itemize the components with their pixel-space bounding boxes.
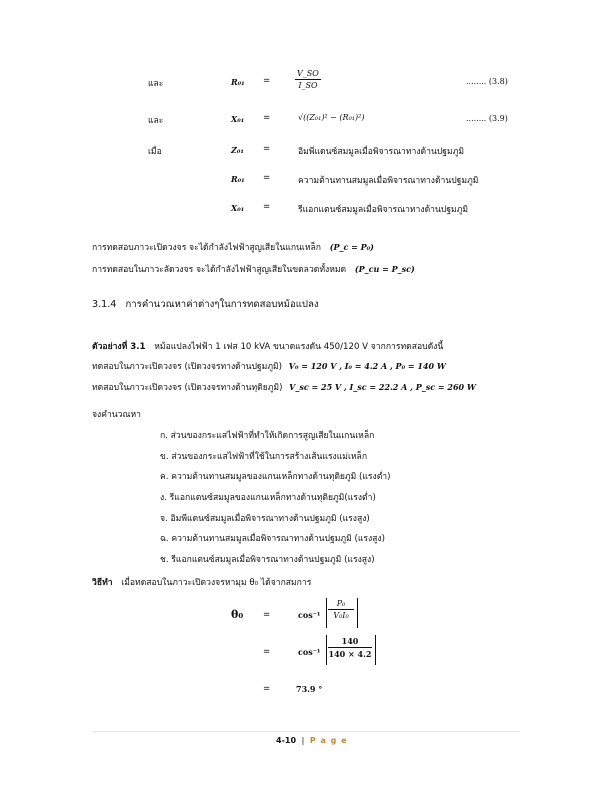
eq38-numerator: V_SO (297, 69, 319, 78)
task-item: ฉ. ความต้านทานสมมูลเมื่อพิจารณาทางด้านปฐมภูมิ (แรงสูง) (160, 534, 385, 544)
def-x01-text: รีแอกแตนซ์สมมูลเมื่อพิจารณาทางด้านปฐมภูมิ (298, 205, 469, 215)
note-open-circuit-formula: (P_c = P₀) (329, 242, 374, 252)
eq38-denominator: I_SO (298, 81, 318, 90)
page-separator: | (301, 736, 305, 745)
task-item: ง. รีแอกแตนซ์สมมูลของแกนเหล็กทางด้านทุติยภูมิ(แรงต่ำ) (160, 493, 376, 503)
solution-theta-lhs: θ₀ (231, 608, 244, 621)
eq38-fraction (295, 69, 321, 90)
task-item: ช. รีแอกแตนซ์สมมูลเมื่อพิจารณาทางด้านปฐมภูมิ (แรงสูง) (160, 555, 375, 565)
def-r01-equals: = (263, 173, 271, 183)
solution-step1-denominator: V₀I₀ (333, 611, 349, 620)
solution-step2-denominator: 140 × 4.2 (328, 649, 372, 659)
solution-cos-2: cos⁻¹ (298, 647, 321, 657)
note-short-circuit (92, 262, 415, 276)
example-line-3-text: ทดสอบในภาวะเปิดวงจร (เปิดวงจรทางด้านทุติยภูมิ) (92, 383, 283, 393)
def-r01-symbol: R₀₁ (231, 174, 245, 184)
eq39-lhs: X₀₁ (231, 114, 245, 124)
def-z01-text: อิมพีแดนซ์สมมูลเมื่อพิจารณาทางด้านปฐมภูมิ (298, 147, 465, 157)
example-line-1 (92, 339, 443, 353)
example-label: ตัวอย่างที่ 3.1 (92, 342, 146, 352)
solution-step1-fraction (328, 599, 354, 620)
def-x01-symbol: X₀₁ (231, 203, 245, 213)
task-item: จ. อิมพีแดนซ์สมมูลเมื่อพิจารณาทางด้านปฐมภูมิ (แรงสูง) (160, 514, 370, 524)
solution-step2-numerator: 140 (328, 636, 372, 648)
eq39-equals: = (263, 113, 271, 123)
section-heading (92, 297, 319, 312)
example-line-2 (92, 359, 446, 373)
def-z01-equals: = (263, 144, 271, 154)
example-line-3 (92, 380, 476, 394)
eq38-number: ........ (3.8) (466, 77, 508, 86)
solution-intro (92, 575, 311, 589)
solution-result: 73.9 ° (296, 684, 323, 694)
example-line-1-text: หม้อแปลงไฟฟ้า 1 เฟส 10 kVA ขนาดแรงดัน 450/120 V จากการทดสอบดังนี้ (154, 342, 444, 352)
section-title: การคำนวณหาค่าต่างๆในการทดสอบหม้อแปลง (125, 299, 319, 310)
task-item: ค. ความต้านทานสมมูลของแกนเหล็กทางด้านทุติยภูมิ (แรงต่ำ) (160, 472, 391, 482)
eq38-equals: = (263, 76, 271, 86)
def-x01-equals: = (263, 202, 271, 212)
task-item: ก. ส่วนของกระแสไฟฟ้าที่ทำให้เกิดการสูญเสียในแกนเหล็ก (160, 431, 375, 441)
solution-equals-2: = (263, 647, 271, 657)
solution-intro-text: เมื่อทดสอบในภาวะเปิดวงจรหามุม θ₀ ได้จากสมการ (121, 578, 312, 588)
page-word: P a g e (309, 736, 348, 745)
eq38-lhs: R₀₁ (231, 77, 245, 87)
note-open-circuit (92, 240, 374, 254)
example-line-2-values: V₀ = 120 V , I₀ = 4.2 A , P₀ = 140 W (288, 361, 446, 371)
page-footer (276, 736, 348, 745)
solution-label: วิธีทำ (92, 578, 113, 588)
def-z01-symbol: Z₀₁ (231, 145, 244, 155)
example-line-2-text: ทดสอบในภาวะเปิดวงจร (เปิดวงจรทางด้านปฐมภูมิ) (92, 362, 282, 372)
solution-equals-1: = (263, 610, 271, 620)
solution-step1-numerator: P₀ (328, 599, 354, 610)
note-open-circuit-text: การทดสอบภาวะเปิดวงจร จะได้กำลังไฟฟ้าสูญเสียในแกนเหล็ก (92, 243, 321, 253)
eq39-number: ........ (3.9) (466, 114, 508, 123)
eq39-lead: และ (148, 116, 164, 126)
def-r01-text: ความต้านทานสมมูลเมื่อพิจารณาทางด้านปฐมภูมิ (298, 176, 479, 186)
tasks-heading: จงคำนวณหา (92, 410, 141, 420)
note-short-circuit-text: การทดสอบในภาวะลัดวงจร จะได้กำลังไฟฟ้าสูญเสียในขดลวดทั้งหมด (92, 265, 347, 275)
eq38-lead: และ (148, 79, 164, 89)
example-line-3-values: V_sc = 25 V , I_sc = 22.2 A , P_sc = 260 W (289, 382, 476, 392)
task-item: ข. ส่วนของกระแสไฟฟ้าที่ใช้ในการสร้างเส้นแรงแม่เหล็ก (160, 452, 368, 462)
definitions-lead: เมื่อ (148, 147, 162, 157)
solution-cos-1: cos⁻¹ (298, 610, 321, 620)
page-number: 4-10 (276, 736, 297, 745)
solution-step2-fraction (328, 636, 372, 659)
solution-equals-3: = (263, 684, 271, 694)
note-short-circuit-formula: (P_cu = P_sc) (354, 264, 415, 274)
footer-divider (92, 731, 520, 732)
section-number: 3.1.4 (92, 299, 117, 310)
eq39-rhs: √((Z₀₁)² − (R₀₁)²) (298, 113, 365, 122)
